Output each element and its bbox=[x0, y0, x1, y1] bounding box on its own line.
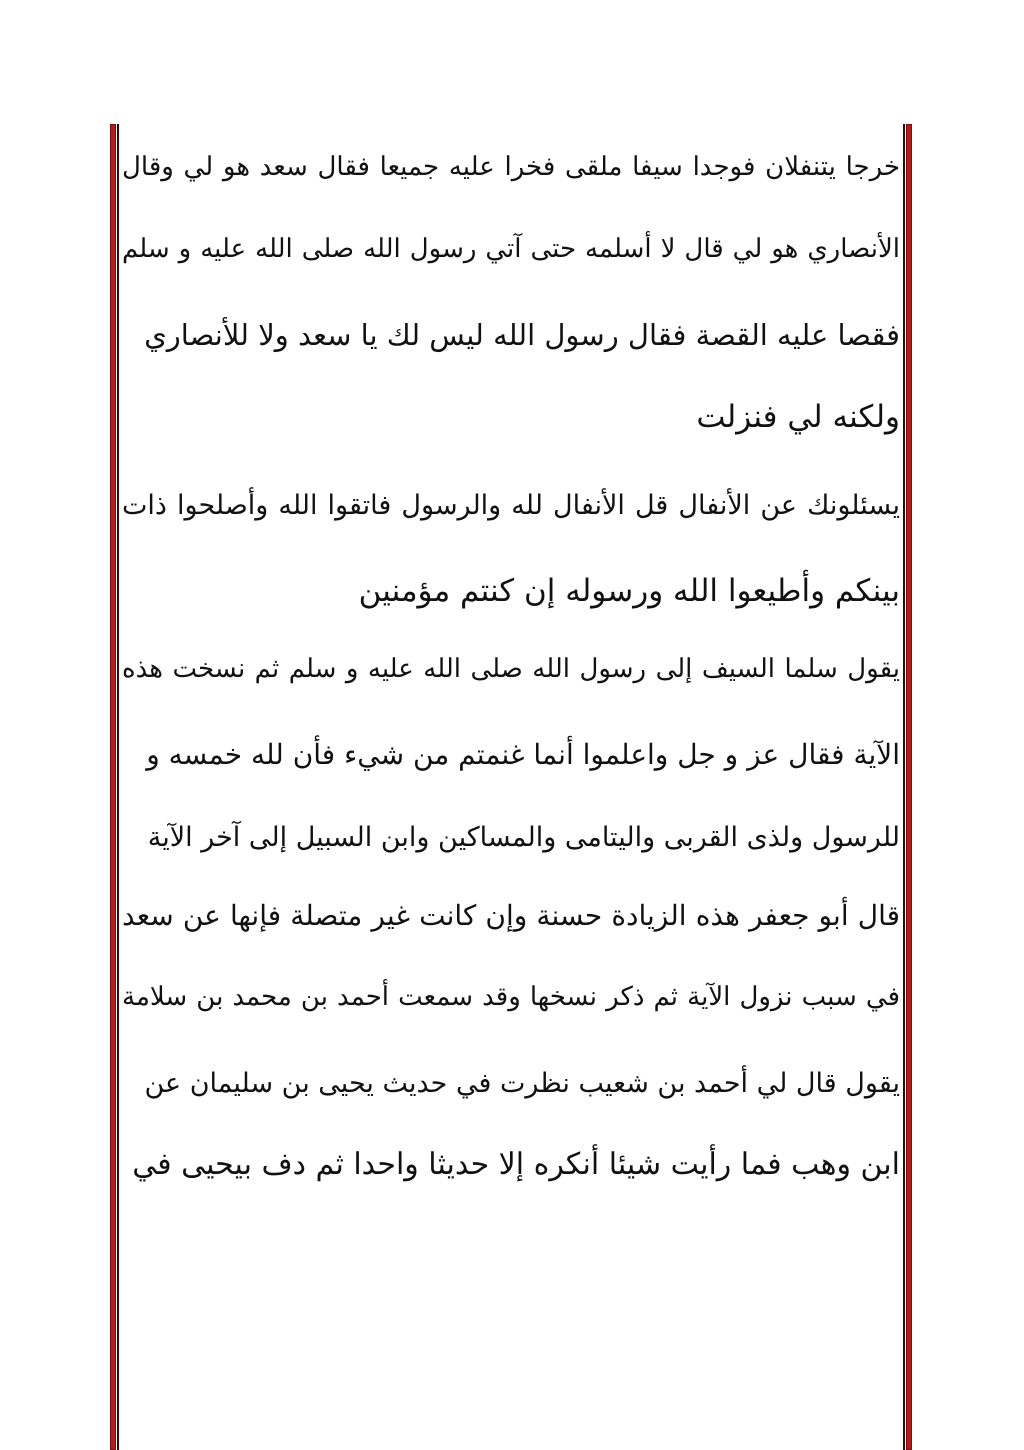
arabic-text-block bbox=[118, 130, 904, 1206]
text-line-4: ولكنه لي فنزلت bbox=[696, 398, 900, 435]
text-line-8: الآية فقال عز و جل واعلموا أنما غنمتم من شيء فأن لله خمسه و bbox=[146, 738, 900, 771]
text-line-10: قال أبو جعفر هذه الزيادة حسنة وإن كانت غير متصلة فإنها عن سعد bbox=[122, 899, 900, 932]
text-line-1: خرجا يتنفلان فوجدا سيفا ملقى فخرا عليه جميعا فقال سعد هو لي وقال bbox=[122, 152, 900, 182]
text-line-12: يقول قال لي أحمد بن شعيب نظرت في حديث يحيى بن سليمان عن bbox=[144, 1067, 900, 1099]
text-line-7: يقول سلما السيف إلى رسول الله صلى الله عليه و سلم ثم نسخت هذه bbox=[122, 654, 900, 684]
text-line-2: الأنصاري هو لي قال لا أسلمه حتى آتي رسول الله صلى الله عليه و سلم bbox=[122, 234, 900, 264]
text-line-11: في سبب نزول الآية ثم ذكر نسخها وقد سمعت أحمد بن محمد بن سلامة bbox=[122, 982, 900, 1012]
page-border-left bbox=[110, 124, 116, 1450]
text-line-6: بينكم وأطيعوا الله ورسوله إن كنتم مؤمنين bbox=[358, 572, 900, 609]
text-line-9: للرسول ولذى القربى واليتامى والمساكين وابن السبيل إلى آخر الآية bbox=[147, 821, 900, 853]
text-line-5: يسئلونك عن الأنفال قل الأنفال لله والرسول فاتقوا الله وأصلحوا ذات bbox=[122, 490, 900, 521]
page-border-right bbox=[906, 124, 912, 1450]
text-line-3: فقصا عليه القصة فقال رسول الله ليس لك يا سعد ولا للأنصاري bbox=[144, 317, 900, 352]
text-line-13: ابن وهب فما رأيت شيئا أنكره إلا حديثا واحدا ثم دف بيحيى في bbox=[132, 1147, 900, 1182]
